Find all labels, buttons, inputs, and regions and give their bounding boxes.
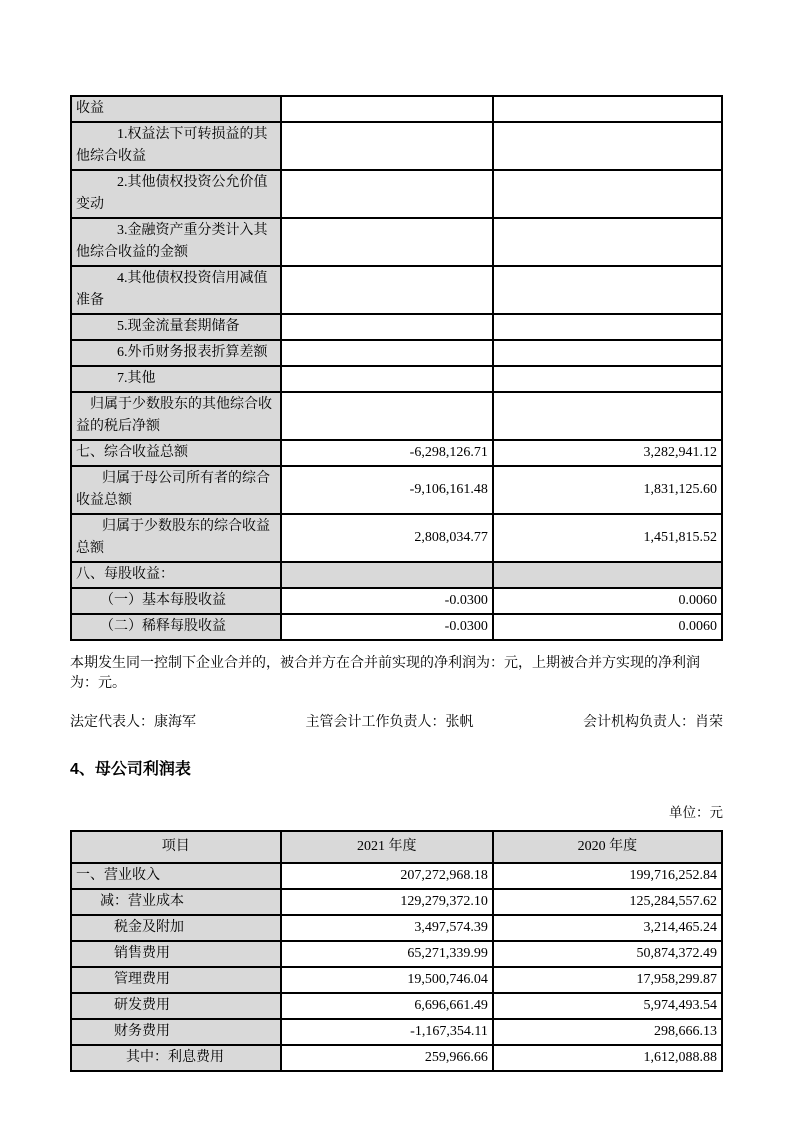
- row-label-cell: （一）基本每股收益: [71, 588, 281, 614]
- value-prior-period-cell: 0.0060: [493, 588, 722, 614]
- row-label-cell: 1.权益法下可转损益的其他综合收益: [71, 122, 281, 170]
- parent-income-table-body: [71, 863, 722, 1071]
- value-2020-cell: 199,716,252.84: [493, 863, 722, 889]
- table-row: [71, 466, 722, 514]
- value-2021-cell: 259,966.66: [281, 1045, 493, 1071]
- value-current-period-cell: -9,106,161.48: [281, 466, 493, 514]
- unit-label: 单位：元: [669, 805, 723, 820]
- value-prior-period-cell: [493, 392, 722, 440]
- value-prior-period-cell: [493, 314, 722, 340]
- merger-note-text: 本期发生同一控制下企业合并的，被合并方在合并前实现的净利润为：元，上期被合并方实现的净利润为：元。: [70, 656, 700, 691]
- table-row: [71, 96, 722, 122]
- row-label-cell: 税金及附加: [71, 915, 281, 941]
- row-label-cell: 4.其他债权投资信用减值准备: [71, 266, 281, 314]
- value-2021-cell: 207,272,968.18: [281, 863, 493, 889]
- table-row: [71, 889, 722, 915]
- row-label-cell: 6.外币财务报表折算差额: [71, 340, 281, 366]
- table-row: [71, 562, 722, 588]
- table-row: [71, 941, 722, 967]
- legal-representative-text: 法定代表人：康海军: [70, 715, 196, 730]
- value-current-period-cell: [281, 122, 493, 170]
- value-current-period-cell: [281, 314, 493, 340]
- value-2020-cell: 5,974,493.54: [493, 993, 722, 1019]
- value-2021-cell: 129,279,372.10: [281, 889, 493, 915]
- value-2021-cell: 19,500,746.04: [281, 967, 493, 993]
- value-prior-period-cell: [493, 266, 722, 314]
- section-heading: 4、母公司利润表: [70, 761, 191, 778]
- value-prior-period-cell: [493, 366, 722, 392]
- table-row: [71, 218, 722, 266]
- row-label-cell: （二）稀释每股收益: [71, 614, 281, 640]
- table-row: [71, 588, 722, 614]
- table-row: [71, 340, 722, 366]
- value-2020-cell: 125,284,557.62: [493, 889, 722, 915]
- value-current-period-cell: [281, 96, 493, 122]
- table-row: [71, 967, 722, 993]
- value-current-period-cell: -6,298,126.71: [281, 440, 493, 466]
- value-2021-cell: 65,271,339.99: [281, 941, 493, 967]
- table-header-row: [71, 831, 722, 863]
- row-label-cell: 一、营业收入: [71, 863, 281, 889]
- table-row: [71, 366, 722, 392]
- row-label-cell: 财务费用: [71, 1019, 281, 1045]
- value-current-period-cell: [281, 392, 493, 440]
- row-label-cell: 减：营业成本: [71, 889, 281, 915]
- row-label-cell: 归属于少数股东的综合收益总额: [71, 514, 281, 562]
- value-current-period-cell: [281, 340, 493, 366]
- value-prior-period-cell: 3,282,941.12: [493, 440, 722, 466]
- value-current-period-cell: [281, 170, 493, 218]
- parent-company-income-statement-table: [70, 830, 723, 1072]
- value-prior-period-cell: 1,831,125.60: [493, 466, 722, 514]
- value-prior-period-cell: [493, 122, 722, 170]
- value-prior-period-cell: [493, 218, 722, 266]
- value-current-period-cell: [281, 562, 493, 588]
- table-row: [71, 122, 722, 170]
- value-2020-cell: 50,874,372.49: [493, 941, 722, 967]
- value-prior-period-cell: 1,451,815.52: [493, 514, 722, 562]
- value-prior-period-cell: [493, 96, 722, 122]
- value-current-period-cell: [281, 266, 493, 314]
- table-row: [71, 614, 722, 640]
- row-label-cell: 归属于少数股东的其他综合收益的税后净额: [71, 392, 281, 440]
- column-header: 项目: [71, 831, 281, 863]
- signatories-line: [70, 713, 723, 733]
- value-current-period-cell: 2,808,034.77: [281, 514, 493, 562]
- row-label-cell: 3.金融资产重分类计入其他综合收益的金额: [71, 218, 281, 266]
- value-2021-cell: -1,167,354.11: [281, 1019, 493, 1045]
- comprehensive-income-table-body: [71, 96, 722, 640]
- value-prior-period-cell: 0.0060: [493, 614, 722, 640]
- row-label-cell: 归属于母公司所有者的综合收益总额: [71, 466, 281, 514]
- row-label-cell: 收益: [71, 96, 281, 122]
- table-row: [71, 863, 722, 889]
- table-row: [71, 392, 722, 440]
- table-row: [71, 514, 722, 562]
- value-2020-cell: 3,214,465.24: [493, 915, 722, 941]
- column-header: 2020 年度: [493, 831, 722, 863]
- value-current-period-cell: -0.0300: [281, 614, 493, 640]
- value-2020-cell: 298,666.13: [493, 1019, 722, 1045]
- accounting-dept-head-text: 会计机构负责人：肖荣: [583, 715, 723, 730]
- value-2020-cell: 1,612,088.88: [493, 1045, 722, 1071]
- value-current-period-cell: [281, 366, 493, 392]
- row-label-cell: 研发费用: [71, 993, 281, 1019]
- value-prior-period-cell: [493, 340, 722, 366]
- row-label-cell: 八、每股收益：: [71, 562, 281, 588]
- accounting-supervisor-text: 主管会计工作负责人：张帆: [305, 715, 474, 730]
- row-label-cell: 七、综合收益总额: [71, 440, 281, 466]
- value-prior-period-cell: [493, 170, 722, 218]
- table-row: [71, 266, 722, 314]
- value-2020-cell: 17,958,299.87: [493, 967, 722, 993]
- table-row: [71, 1019, 722, 1045]
- column-header: 2021 年度: [281, 831, 493, 863]
- value-prior-period-cell: [493, 562, 722, 588]
- table-row: [71, 993, 722, 1019]
- comprehensive-income-table: [70, 95, 723, 641]
- value-2021-cell: 6,696,661.49: [281, 993, 493, 1019]
- row-label-cell: 7.其他: [71, 366, 281, 392]
- row-label-cell: 2.其他债权投资公允价值变动: [71, 170, 281, 218]
- table-row: [71, 170, 722, 218]
- value-2021-cell: 3,497,574.39: [281, 915, 493, 941]
- value-current-period-cell: -0.0300: [281, 588, 493, 614]
- row-label-cell: 销售费用: [71, 941, 281, 967]
- row-label-cell: 5.现金流量套期储备: [71, 314, 281, 340]
- row-label-cell: 其中：利息费用: [71, 1045, 281, 1071]
- value-current-period-cell: [281, 218, 493, 266]
- parent-income-table-header: [71, 831, 722, 863]
- table-row: [71, 1045, 722, 1071]
- table-row: [71, 915, 722, 941]
- row-label-cell: 管理费用: [71, 967, 281, 993]
- table-row: [71, 314, 722, 340]
- table-row: [71, 440, 722, 466]
